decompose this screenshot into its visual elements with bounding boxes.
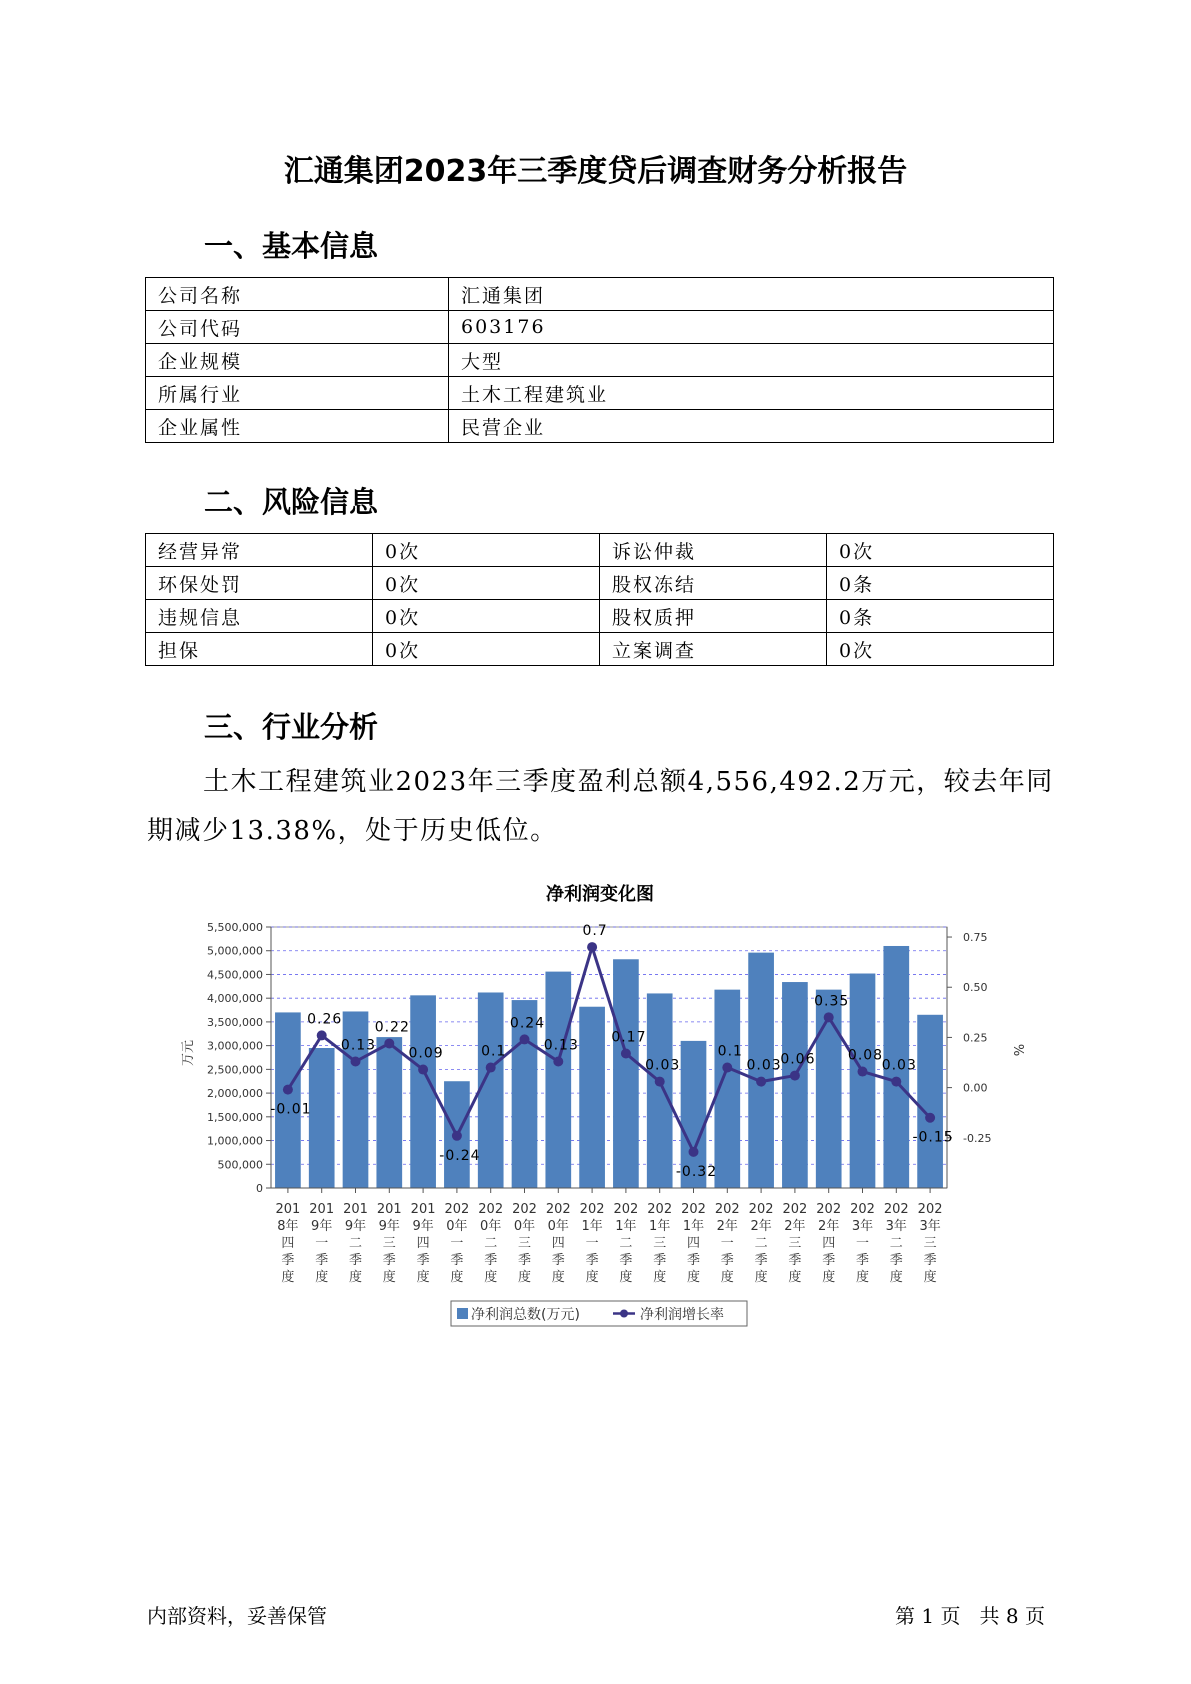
x-tick-label: 202 2年一季度 [714,1202,740,1285]
legend-line-marker [620,1310,628,1318]
info-value: 603176 [449,311,1054,344]
x-tick-label: 202 1年三季度 [647,1202,673,1285]
data-label: -0.01 [270,1101,312,1118]
data-point [722,1063,732,1073]
y2-tick-label: -0.25 [963,1131,992,1145]
risk-label: 立案调查 [600,633,827,666]
risk-label: 违规信息 [146,600,373,633]
y-tick-label: 2,000,000 [207,1087,263,1101]
data-label: 0.22 [374,1019,410,1036]
table-row [146,633,1054,666]
x-tick-label: 202 1年四季度 [681,1202,706,1285]
data-point [858,1067,868,1077]
table-row [146,311,1054,344]
x-tick-label: 202 0年二季度 [478,1202,504,1285]
table-row [146,344,1054,377]
bar [275,1012,301,1188]
data-label: -0.24 [439,1147,481,1164]
x-tick-label: 201 9年一季度 [309,1202,335,1285]
chart-legend [451,1301,747,1326]
y-tick-label: 4,500,000 [207,968,263,982]
x-tick-label: 202 0年三季度 [512,1202,537,1285]
info-value: 民营企业 [449,410,1054,443]
data-label: 0.1 [717,1043,743,1060]
data-label: 0.35 [814,993,850,1010]
table-row [146,278,1054,311]
risk-value: 0次 [827,633,1054,666]
footer-confidential-note: 内部资料，妥善保管 [147,1604,327,1628]
x-tick-label: 202 3年二季度 [883,1202,909,1285]
table-row [146,377,1054,410]
x-tick-label: 202 0年一季度 [444,1202,470,1285]
info-value: 土木工程建筑业 [449,377,1054,410]
risk-value: 0次 [827,534,1054,567]
section-heading-risk-info: 二、风险信息 [204,485,379,519]
section-heading-basic-info: 一、基本信息 [204,229,379,263]
y2-tick-label: 0.50 [963,981,988,995]
data-point [317,1030,327,1040]
x-tick-label: 202 1年一季度 [579,1202,605,1285]
bar [782,982,808,1188]
info-label: 企业属性 [146,410,449,443]
data-point [452,1131,462,1141]
risk-label: 诉讼仲裁 [600,534,827,567]
risk-value: 0条 [827,600,1054,633]
x-tick-label: 201 9年二季度 [343,1202,368,1285]
basic-info-table [145,277,1054,443]
risk-label: 经营异常 [146,534,373,567]
x-tick-label: 202 1年二季度 [613,1202,639,1285]
y-tick-label: 4,000,000 [207,992,263,1006]
y2-axis-label: % [1010,1043,1025,1057]
x-tick-label: 201 9年三季度 [376,1202,402,1285]
info-label: 公司名称 [146,278,449,311]
report-title: 汇通集团2023年三季度贷后调查财务分析报告 [283,154,908,189]
risk-value: 0次 [373,633,600,666]
chart-gridlines [271,927,947,1188]
data-label: 0.09 [408,1045,444,1062]
y-tick-label: 3,500,000 [207,1015,263,1029]
data-label: 0.7 [582,923,608,940]
data-point [689,1147,699,1157]
y-tick-label: 1,000,000 [207,1134,263,1148]
risk-value: 0次 [373,534,600,567]
data-label: 0.26 [307,1011,343,1028]
data-point [553,1057,563,1067]
table-row [146,534,1054,567]
data-point [486,1063,496,1073]
y2-tick-label: 0.00 [963,1081,988,1095]
data-point [824,1012,834,1022]
x-tick-label: 202 2年三季度 [782,1202,808,1285]
info-label: 公司代码 [146,311,449,344]
x-tick-label: 202 3年三季度 [917,1202,943,1285]
footer-page-number: 第 1 页 共 8 页 [895,1604,1045,1628]
bar [376,1037,402,1188]
data-point [384,1038,394,1048]
x-tick-label: 202 2年二季度 [748,1202,774,1285]
data-label: 0.13 [543,1037,579,1054]
section-heading-industry-analysis: 三、行业分析 [204,710,379,744]
info-value: 大型 [449,344,1054,377]
x-tick-label: 202 2年四季度 [816,1202,842,1285]
y-tick-label: 3,000,000 [207,1039,263,1053]
industry-paragraph: 土木工程建筑业2023年三季度盈利总额4,556,492.2万元，较去年同期减少13.38%，处于历史低位。 [147,767,1054,846]
data-point [621,1048,631,1058]
risk-value: 0次 [373,600,600,633]
data-label: 0.08 [847,1047,884,1064]
bar [309,1048,335,1188]
data-label: 0.17 [611,1029,647,1046]
bar [917,1015,943,1188]
y-tick-label: 500,000 [217,1158,263,1172]
data-point [790,1071,800,1081]
data-point [520,1034,530,1044]
x-tick-label: 202 3年一季度 [850,1202,875,1285]
y-tick-label: 1,500,000 [207,1110,263,1124]
bar [545,972,571,1188]
data-point [587,942,597,952]
y-tick-label: 5,500,000 [207,921,263,934]
info-value: 汇通集团 [449,278,1054,311]
data-label: 0.03 [881,1057,917,1074]
chart-title: 净利润变化图 [546,884,654,905]
y-tick-label: 5,000,000 [207,944,263,958]
legend-line-label: 净利润增长率 [640,1307,724,1323]
data-point [418,1065,428,1075]
bar [647,993,673,1188]
legend-bar-label: 净利润总数(万元) [471,1307,580,1323]
plot-area [271,927,947,1188]
risk-value: 0次 [373,567,600,600]
data-label: 0.13 [340,1037,377,1054]
x-tick-label: 201 9年四季度 [410,1202,436,1285]
y2-tick-label: 0.25 [963,1031,988,1045]
data-label: 0.03 [645,1057,681,1074]
risk-label: 担保 [146,633,373,666]
bar [579,1007,605,1188]
net-profit-chart [0,870,1191,1350]
table-row [146,410,1054,443]
data-point [925,1113,935,1123]
bar [478,992,507,1188]
legend-bar-swatch [457,1308,468,1319]
y-tick-label: 2,500,000 [207,1063,263,1077]
data-label: -0.15 [912,1129,954,1146]
risk-label: 股权质押 [600,600,827,633]
y-tick-label: 0 [256,1182,263,1195]
info-label: 企业规模 [146,344,449,377]
data-point [351,1057,361,1067]
data-label: 0.1 [481,1043,507,1060]
risk-info-table [145,533,1054,666]
risk-label: 环保处罚 [146,567,373,600]
info-label: 所属行业 [146,377,449,410]
data-label: 0.03 [746,1057,782,1074]
data-label: 0.06 [780,1051,816,1068]
x-tick-label: 201 8年四季度 [275,1202,301,1285]
bar [410,995,436,1188]
table-row [146,600,1054,633]
y2-tick-label: 0.75 [963,931,988,945]
data-label: 0.24 [509,1015,546,1032]
data-point [891,1077,901,1087]
y-axis-label: 万元 [181,1039,196,1067]
bar [850,974,876,1188]
risk-value: 0条 [827,567,1054,600]
x-tick-label: 202 0年四季度 [545,1202,571,1285]
risk-label: 股权冻结 [600,567,827,600]
data-point [283,1085,293,1095]
data-label: -0.32 [675,1163,718,1180]
bar [613,959,639,1188]
table-row [146,567,1054,600]
data-point [756,1077,766,1087]
data-point [655,1077,665,1087]
